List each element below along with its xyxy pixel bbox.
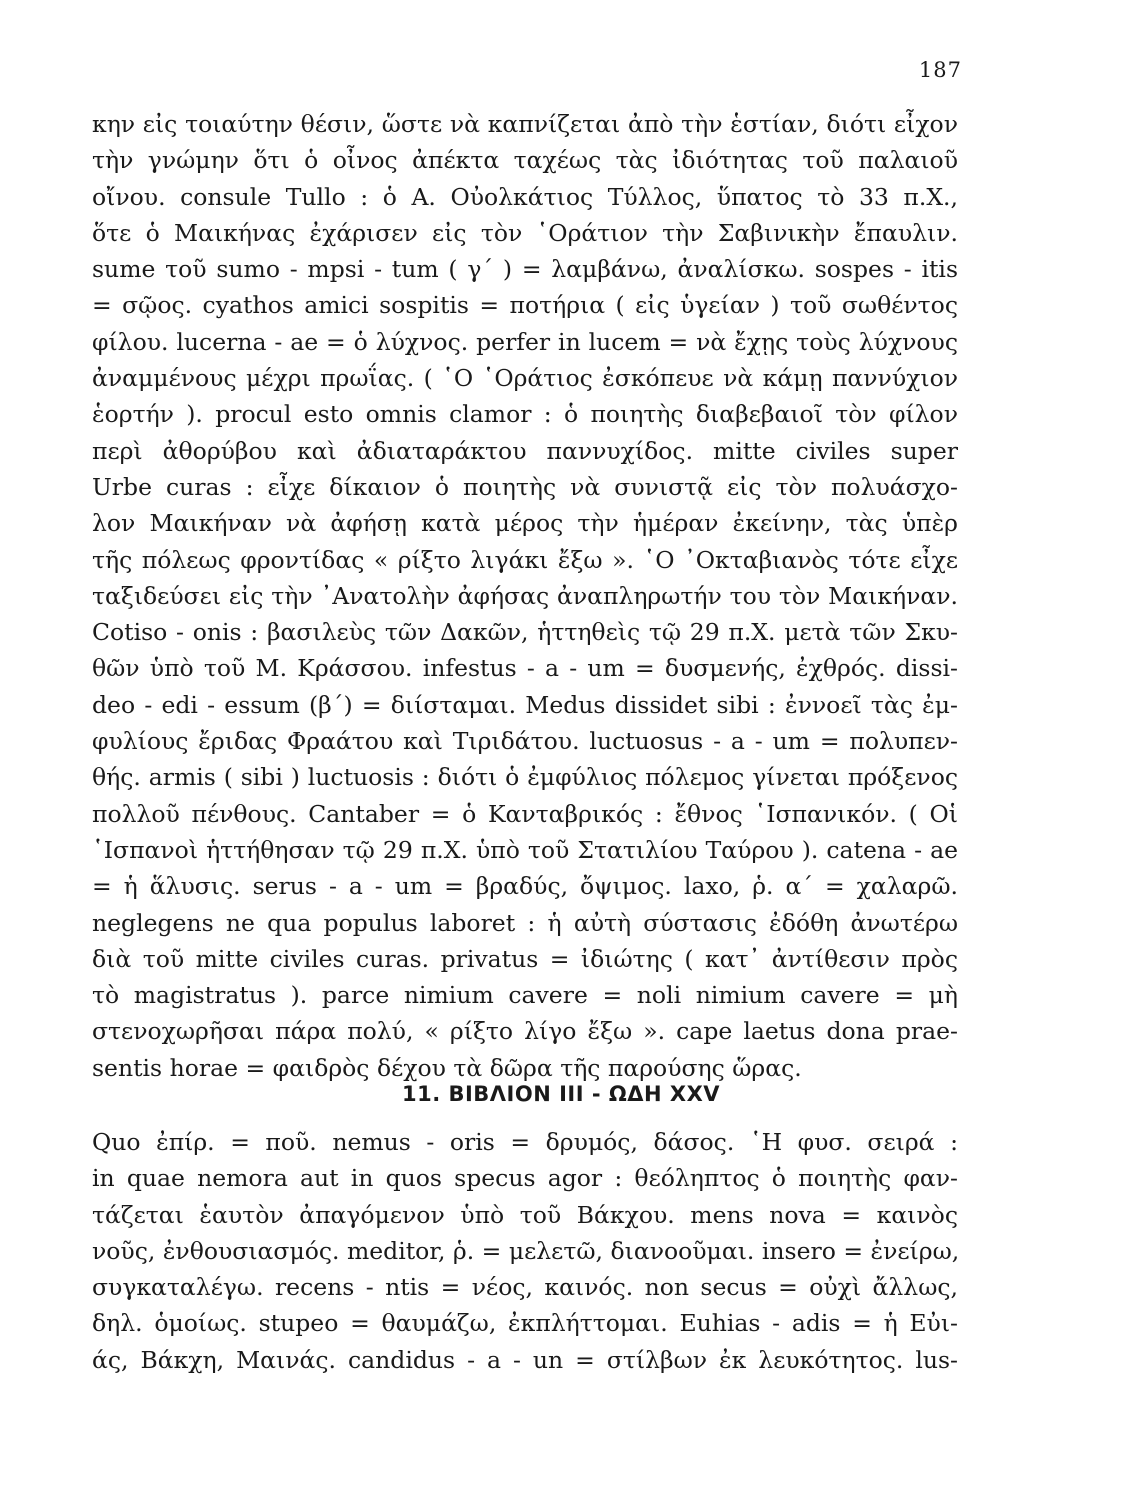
text-line: ἑορτήν ). procul esto omnis clamor : ὁ ποιητὴς διαβεβαιοῖ τὸν φίλον	[92, 400, 958, 429]
text-line: φυλίους ἔριδας Φραάτου καὶ Τιριδάτου. luctuosus - a - um = πολυπεν-	[92, 727, 958, 756]
text-line: πολλοῦ πένθους. Cantaber = ὁ Κανταβρικός : ἔθνος ῾Ισπανικόν. ( Οἱ	[92, 799, 958, 828]
text-line: νοῦς, ἐνθουσιασμός. meditor, ῥ. = μελετῶ, διανοοῦμαι. insero = ἐνείρω,	[92, 1236, 960, 1265]
text-line: διὰ τοῦ mitte civiles curas. privatus = ἰδιώτης ( κατ᾽ ἀντίθεσιν πρὸς	[92, 944, 958, 973]
text-line: Cotiso - onis : βασιλεὺς τῶν Δακῶν, ἡττηθεὶς τῷ 29 π.Χ. μετὰ τῶν Σκυ-	[92, 618, 958, 647]
section-heading: 11. ΒΙΒΛΙΟΝ III - ΩΔΗ XXV	[401, 1082, 721, 1106]
text-line: στενοχωρῆσαι πάρα πολύ, « ρίξτο λίγο ἔξω ». cape laetus dona prae-	[92, 1017, 958, 1046]
text-line: τάζεται ἑαυτὸν ἀπαγόμενον ὑπὸ τοῦ Βάκχου. mens nova = καινὸς	[92, 1200, 958, 1229]
text-line: περὶ ἀθορύβου καὶ ἀδιαταράκτου παννυχίδος. mitte civiles super	[92, 436, 958, 465]
text-line: συγκαταλέγω. recens - ntis = νέος, καινός. non secus = οὐχὶ ἄλλως,	[92, 1273, 958, 1302]
text-line: ταξιδεύσει εἰς τὴν ᾿Ανατολὴν ἀφήσας ἀναπληρωτήν του τὸν Μαικήναν.	[92, 581, 958, 610]
text-line: θῶν ὑπὸ τοῦ Μ. Κράσσου. infestus - a - um = δυσμενής, ἐχθρός. dissi-	[92, 654, 958, 683]
text-line: φίλου. lucerna - ae = ὁ λύχνος. perfer in lucem = νὰ ἔχῃς τοὺς λύχνους	[92, 327, 958, 356]
text-line: άς, Βάκχη, Μαινάς. candidus - a - un = στίλβων ἐκ λευκότητος. lus-	[92, 1345, 958, 1374]
text-line: δηλ. ὁμοίως. stupeo = θαυμάζω, ἐκπλήττομαι. Euhias - adis = ἡ Εὐι-	[92, 1309, 958, 1338]
text-line: ὅτε ὁ Μαικήνας ἐχάρισεν εἰς τὸν ῾Οράτιον τὴν Σαβινικὴν ἔπαυλιν.	[92, 218, 958, 247]
text-line: λον Μαικήναν νὰ ἀφήσῃ κατὰ μέρος τὴν ἡμέραν ἐκείνην, τὰς ὑπὲρ	[92, 509, 958, 538]
text-line: in quae nemora aut in quos specus agor : θεόληπτος ὁ ποιητὴς φαν-	[92, 1164, 958, 1193]
commentary-text	[92, 106, 958, 1086]
text-line: Urbe curas : εἶχε δίκαιον ὁ ποιητὴς νὰ συνιστᾷ εἰς τὸν πολυάσχο-	[92, 472, 958, 501]
text-line: κην εἰς τοιαύτην θέσιν, ὥστε νὰ καπνίζεται ἀπὸ τὴν ἑστίαν, διότι εἶχον	[92, 110, 958, 138]
text-line: = ἡ ἅλυσις. serus - a - um = βραδύς, ὄψιμος. laxo, ῥ. α΄ = χαλαρῶ.	[92, 872, 958, 901]
text-line: τὸ magistratus ). parce nimium cavere = noli nimium cavere = μὴ	[92, 981, 958, 1010]
commentary-text-section-2	[92, 1124, 958, 1378]
text-line: ἀναμμένους μέχρι πρωΐας. ( ῾Ο ῾Οράτιος ἐσκόπευε νὰ κάμῃ παννύχιον	[92, 364, 958, 393]
text-line: sume τοῦ sumo - mpsi - tum ( γ΄ ) = λαμβάνω, ἀναλίσκω. sospes - itis	[92, 255, 958, 284]
text-line: τῆς πόλεως φροντίδας « ρίξτο λιγάκι ἔξω ». ῾Ο ᾿Οκταβιανὸς τότε εἶχε	[92, 545, 958, 574]
text-line: θής. armis ( sibi ) luctuosis : διότι ὁ ἐμφύλιος πόλεμος γίνεται πρόξενος	[92, 763, 958, 792]
text-line: ῾Ισπανοὶ ἡττήθησαν τῷ 29 π.Χ. ὑπὸ τοῦ Στατιλίου Ταύρου ). catena - ae	[92, 835, 958, 864]
text-line: τὴν γνώμην ὅτι ὁ οἶνος ἀπέκτα ταχέως τὰς ἰδιότητας τοῦ παλαιοῦ	[92, 146, 958, 175]
page-number: 187	[918, 58, 962, 82]
text-line: sentis horae = φαιδρὸς δέχου τὰ δῶρα τῆς παρούσης ὥρας.	[92, 1053, 802, 1082]
text-line: οἴνου. consule Tullo : ὁ Α. Οὐολκάτιος Τύλλος, ὕπατος τὸ 33 π.Χ.,	[92, 182, 958, 211]
text-line: = σῷος. cyathos amici sospitis = ποτήρια ( εἰς ὑγείαν ) τοῦ σωθέντος	[92, 291, 958, 320]
text-line: neglegens ne qua populus laboret : ἡ αὐτὴ σύστασις ἐδόθη ἀνωτέρω	[92, 908, 958, 937]
text-line: deo - edi - essum (β΄) = διίσταμαι. Medus dissidet sibi : ἐννοεῖ τὰς ἐμ-	[92, 690, 958, 719]
text-line: Quo ἐπίρ. = ποῦ. nemus - oris = δρυμός, δάσος. ῾Η φυσ. σειρά :	[92, 1128, 958, 1156]
